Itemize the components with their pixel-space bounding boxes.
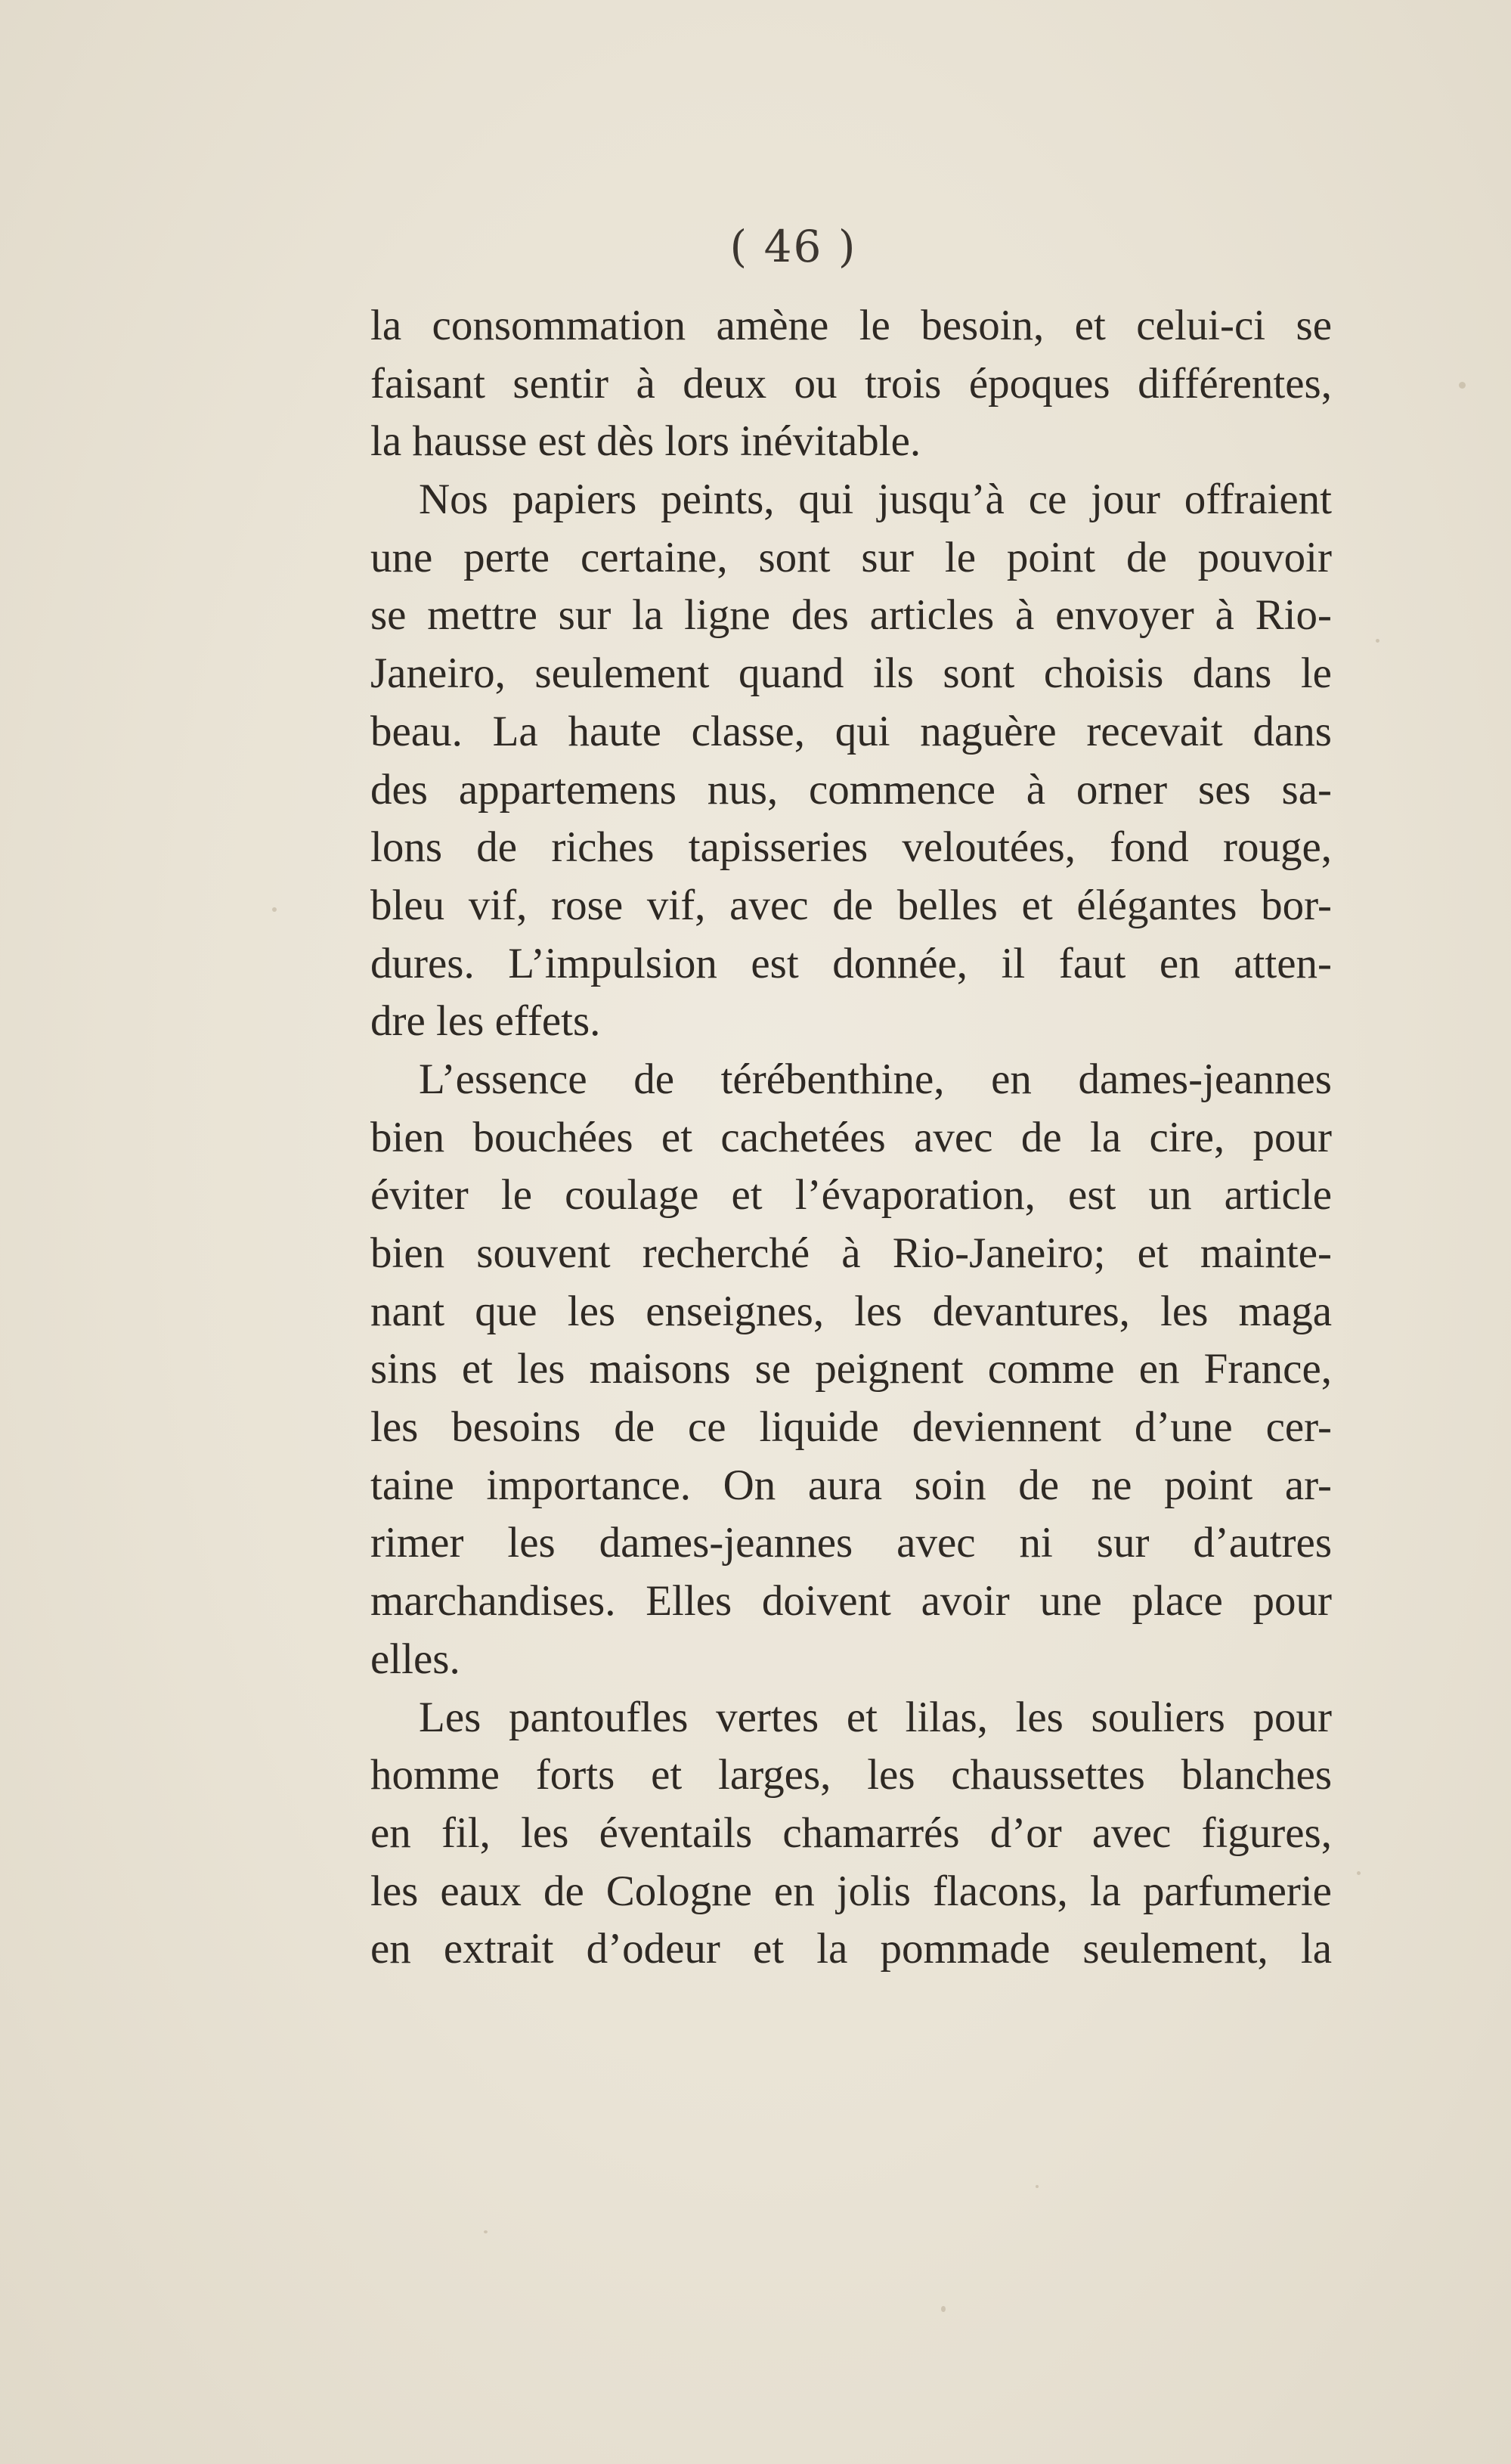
page-number: ( 46 ) [729,221,857,272]
paragraph [370,1051,1332,1689]
text-line: des appartemens nus, commence à orner ses sa- [370,765,1332,814]
text-line: rimer les dames-jeannes avec ni sur d’autres [370,1519,1332,1567]
paper-speck [941,2306,946,2312]
text-line: Nos papiers peints, qui jusqu’à ce jour offraient [419,476,1332,524]
text-line: bien bouchées et cachetées avec de la cire, pour [370,1113,1332,1161]
text-line: lons de riches tapisseries veloutées, fond rouge, [370,823,1332,872]
paper-speck [1036,2185,1039,2188]
text-line: marchandises. Elles doivent avoir une place pour [370,1577,1332,1626]
text-line: bleu vif, rose vif, avec de belles et élégantes bor- [370,881,1332,929]
paper-speck [272,907,277,912]
paragraph [370,297,1332,471]
paper-speck [1357,1871,1361,1875]
text-line: taine importance. On aura soin de ne point ar- [370,1461,1332,1509]
text-line: beau. La haute classe, qui naguère recevait dans [370,707,1332,755]
text-line: dre les effets. [370,997,601,1046]
text-line: la hausse est dès lors inévitable. [370,417,921,466]
paper-speck [484,2230,488,2233]
text-line: Janeiro, seulement quand ils sont choisis dans le [370,649,1332,698]
text-line: se mettre sur la ligne des articles à envoyer à Rio- [370,591,1332,640]
text-line: en fil, les éventails chamarrés d’or avec figures, [370,1808,1332,1857]
text-line: bien souvent recherché à Rio-Janeiro; et mainte- [370,1229,1332,1277]
text-line: sins et les maisons se peignent comme en France, [370,1345,1332,1393]
text-line: Les pantoufles vertes et lilas, les souliers pour [419,1693,1332,1741]
text-line: une perte certaine, sont sur le point de pouvoir [370,533,1332,581]
text-line: les besoins de ce liquide deviennent d’une cer- [370,1403,1332,1452]
text-line: la consommation amène le besoin, et celui-ci se [370,302,1332,349]
paper-speck [1376,639,1379,643]
body-text [370,297,1332,1979]
text-line: faisant sentir à deux ou trois époques différentes, [370,359,1332,408]
text-line: elles. [370,1635,460,1683]
text-line: les eaux de Cologne en jolis flacons, la parfumerie [370,1867,1332,1915]
text-line: éviter le coulage et l’évaporation, est un article [370,1171,1332,1220]
paragraph [370,471,1332,1051]
paragraph [370,1689,1332,1979]
text-line: dures. L’impulsion est donnée, il faut en atten- [370,939,1332,987]
text-line: nant que les enseignes, les devantures, les maga [370,1287,1332,1335]
text-line: L’essence de térébenthine, en dames-jeannes [419,1055,1332,1103]
text-line: en extrait d’odeur et la pommade seulement, la [370,1925,1332,1973]
text-line: homme forts et larges, les chaussettes blanches [370,1751,1332,1799]
paper-speck [1459,382,1466,389]
